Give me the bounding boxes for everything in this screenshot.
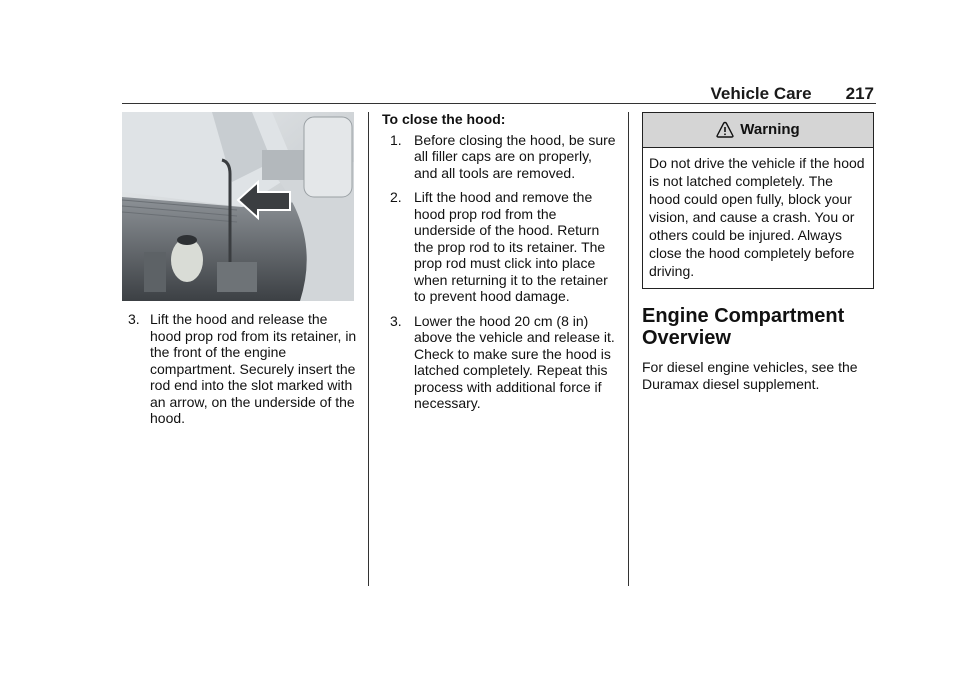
warning-text: Do not drive the vehicle if the hood is not latched completely. The hood could open fully, block your vision, and cause a crash. You or others could be injured. Always close the hood completely before driving.	[649, 155, 865, 279]
warning-icon	[716, 121, 734, 139]
step-number: 2.	[390, 189, 402, 205]
page-number: 217	[845, 84, 874, 103]
column-divider-2	[628, 112, 629, 586]
step-3-lift-hood	[128, 311, 358, 427]
warning-header	[643, 113, 873, 148]
step-number: 3.	[390, 312, 402, 329]
step-number: 3.	[128, 311, 140, 327]
section-name: Vehicle Care	[710, 84, 812, 103]
step-text: Lower the hood 20 cm (8 in) above the vehicle and release it. Check to make sure the hood is latched completely. Repeat this process with additional force if necessary.	[414, 312, 615, 411]
step-text: Lift the hood and release the hood prop rod from its retainer, in the front of the engine compartment. Securely insert the rod end into the slot marked with an arrow, on the underside of the hood.	[150, 311, 357, 426]
close-step-1	[390, 132, 618, 182]
step-number: 1.	[390, 131, 402, 148]
hood-prop-rod-photo	[122, 112, 354, 301]
close-hood-heading: To close the hood:	[382, 111, 506, 127]
column-divider-1	[368, 112, 369, 586]
engine-compartment-heading: Engine Compartment Overview	[642, 305, 845, 349]
warning-box	[642, 112, 874, 289]
close-step-2	[390, 189, 618, 305]
close-step-3	[390, 313, 618, 412]
hood-prop-rod-illustration	[122, 112, 354, 301]
page-header	[711, 84, 875, 104]
step-text: Lift the hood and remove the hood prop rod from the underside of the hood. Return the prop rod to its retainer. The prop rod must click into place when returning it to the retainer to prevent hood damage.	[414, 189, 608, 304]
header-rule	[122, 103, 876, 104]
column-3	[642, 112, 876, 392]
column-2	[382, 111, 618, 420]
engine-compartment-text: For diesel engine vehicles, see the Duramax diesel supplement.	[642, 359, 858, 392]
step-text: Before closing the hood, be sure all filler caps are on properly, and all tools are removed.	[414, 131, 616, 181]
close-hood-steps	[382, 132, 618, 412]
column-1	[128, 311, 358, 435]
warning-title: Warning	[740, 120, 800, 138]
